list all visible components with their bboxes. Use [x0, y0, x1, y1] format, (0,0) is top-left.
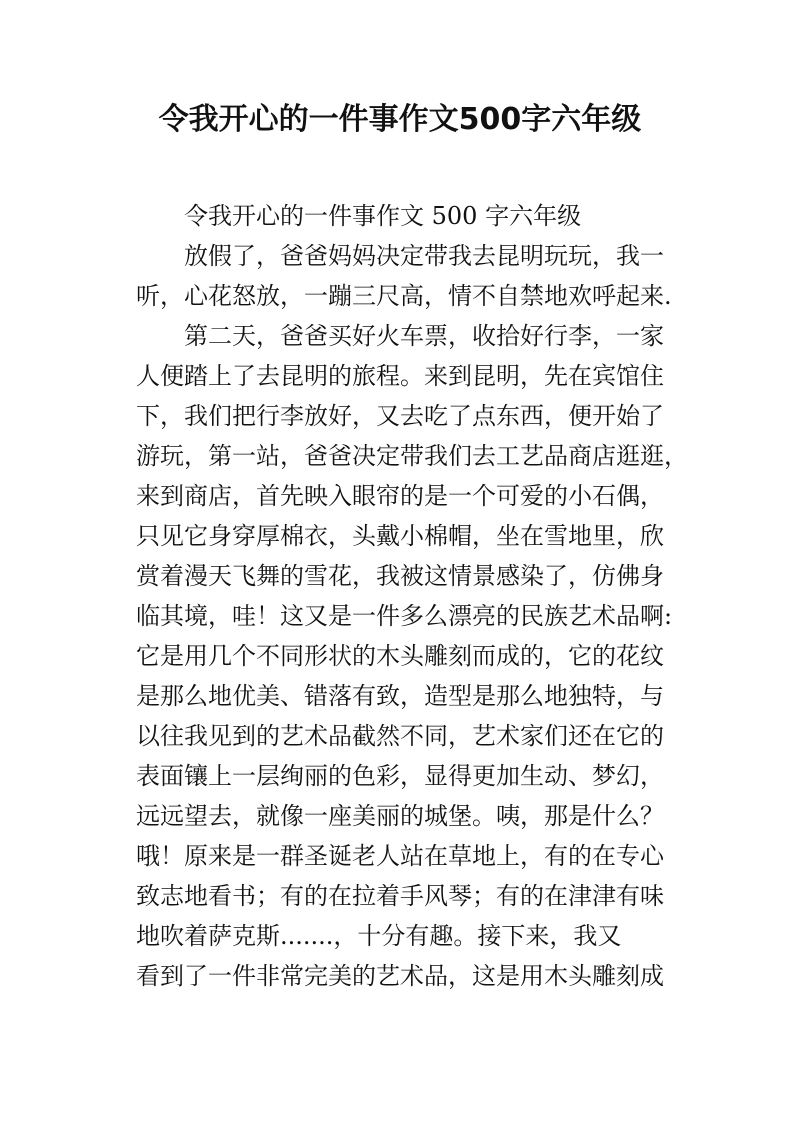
- text-line: 只见它身穿厚棉衣，头戴小棉帽，坐在雪地里，欣: [136, 522, 664, 550]
- text-line: 以往我见到的艺术品截然不同，艺术家们还在它的: [136, 722, 664, 750]
- text-line: 远远望去，就像一座美丽的城堡。咦，那是什么？: [136, 802, 664, 830]
- text-line: 人便踏上了去昆明的旅程。来到昆明，先在宾馆住: [136, 362, 664, 390]
- text-line: 地吹着萨克斯.......，十分有趣。接下来，我又: [136, 922, 622, 950]
- text-line: 下，我们把行李放好，又去吃了点东西，便开始了: [136, 402, 664, 430]
- text-line: 看到了一件非常完美的艺术品，这是用木头雕刻成: [136, 962, 664, 990]
- text-line: 致志地看书；有的在拉着手风琴；有的在津津有味: [136, 882, 664, 910]
- text-line: 放假了，爸爸妈妈决定带我去昆明玩玩，我一: [184, 242, 664, 270]
- text-line: 第二天，爸爸买好火车票，收拾好行李，一家: [184, 322, 664, 350]
- text-line: 它是用几个不同形状的木头雕刻而成的，它的花纹: [136, 642, 664, 670]
- text-line: 游玩，第一站，爸爸决定带我们去工艺品商店逛逛，: [136, 442, 688, 470]
- text-line: 听，心花怒放，一蹦三尺高，情不自禁地欢呼起来.: [136, 282, 672, 310]
- text-line: 哦！原来是一群圣诞老人站在草地上，有的在专心: [136, 842, 664, 870]
- essay-body: [136, 196, 688, 996]
- text-line: 来到商店，首先映入眼帘的是一个可爱的小石偶，: [136, 482, 664, 510]
- text-line: 临其境，哇！这又是一件多么漂亮的民族艺术品啊:: [136, 602, 673, 630]
- text-line: 令我开心的一件事作文 500 字六年级: [184, 202, 582, 230]
- text-line: 是那么地优美、错落有致，造型是那么地独特，与: [136, 682, 664, 710]
- page-title: 令我开心的一件事作文500字六年级: [158, 102, 642, 137]
- text-line: 赏着漫天飞舞的雪花，我被这情景感染了，仿佛身: [136, 562, 664, 590]
- text-line: 表面镶上一层绚丽的色彩，显得更加生动、梦幻，: [136, 762, 664, 790]
